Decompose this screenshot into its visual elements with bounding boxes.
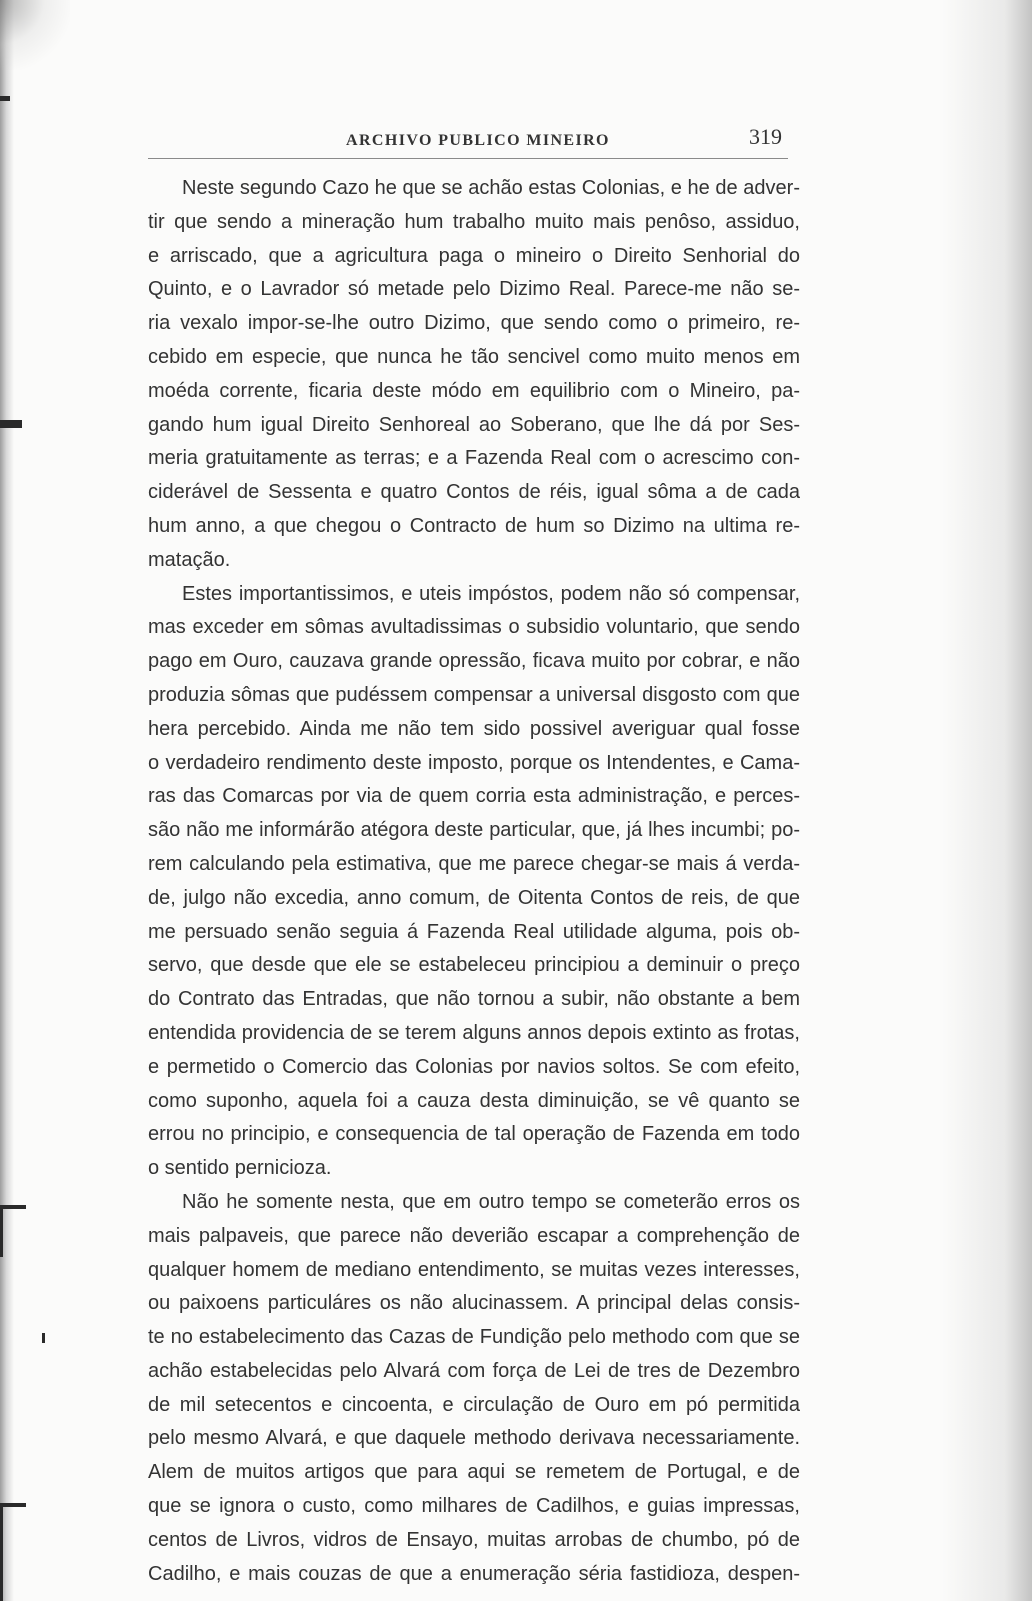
text-line: entendida providencia de se terem alguns annos depois extinto as frotas, [148,1021,800,1044]
running-title: ARCHIVO PUBLICO MINEIRO [346,132,610,149]
text-line: gando hum igual Direito Senhoreal ao Soberano, que lhe dá por Ses- [148,413,800,436]
text-line: errou no principio, e consequencia de tal operação de Fazenda em todo [148,1123,800,1146]
text-line: que se ignora o custo, como milhares de Cadilhos, e guias impressas, [148,1495,800,1518]
text-line: produzia sômas que pudéssem compensar a universal disgosto com que [148,683,800,706]
text-line: Alem de muitos artigos que para aqui se remetem de Portugal, e de [148,1461,800,1484]
scan-edge-mark [0,1503,26,1507]
text-line: hera percebido. Ainda me não tem sido possivel averiguar qual fosse [148,717,800,740]
scan-left-edge-shadow [0,0,14,1601]
text-line: ciderável de Sessenta e quatro Contos de réis, igual sôma a de cada [148,481,800,504]
page-header [140,124,800,164]
scan-dot [42,1333,45,1343]
text-line: e permetido o Comercio das Colonias por navios soltos. Se com efeito, [148,1055,800,1078]
text-line: rem calculando pela estimativa, que me parece chegar-se mais á verda- [148,852,800,875]
text-line: servo, que desde que ele se estabeleceu principiou a deminuir o preço [148,954,800,977]
text-line: o verdadeiro rendimento deste imposto, porque os Intendentes, e Cama- [148,751,800,774]
text-line: qualquer homem de mediano entendimento, se muitas vezes interesses, [148,1258,800,1281]
text-line: matação. [148,548,231,571]
text-line: ria vexalo impor-se-lhe outro Dizimo, que sendo como o primeiro, re- [148,312,800,335]
text-line: e arriscado, que a agricultura paga o mineiro o Direito Senhorial do [148,244,800,267]
text-line: meria gratuitamente as terras; e a Fazenda Real com o acrescimo con- [148,447,800,470]
scan-corner-speckle [0,0,70,70]
scan-right-edge-shadow [942,0,1032,1601]
text-line: Estes importantissimos, e uteis impóstos, podem não só compensar, [182,582,800,605]
text-line: moéda corrente, ficaria deste módo em equilibrio com o Mineiro, pa- [148,379,800,402]
text-line: de, julgo não excedia, anno comum, de Oitenta Contos de reis, de que [148,886,800,909]
scan-edge-mark [0,1505,3,1601]
text-line: de mil setecentos e cincoenta, e circulação de Ouro em pó permitida [148,1393,800,1416]
text-line: mas exceder em sômas avultadissimas o subsidio voluntario, que sendo [148,616,800,639]
page-number: 319 [749,124,782,149]
text-line: me persuado senão seguia á Fazenda Real utilidade alguma, pois ob- [148,920,800,943]
text-line: achão estabelecidas pelo Alvará com força de Lei de tres de Dezembro [148,1359,800,1382]
header-rule [148,158,788,159]
text-line: tir que sendo a mineração hum trabalho muito mais penôso, assiduo, [148,210,800,233]
text-line: Neste segundo Cazo he que se achão estas Colonias, e he de adver- [182,177,800,199]
text-line: do Contrato das Entradas, que não tornou a subir, não obstante a bem [148,988,800,1011]
body-text [148,172,800,1591]
text-line: pelo mesmo Alvará, e que daquele methodo derivava necessariamente. [148,1427,800,1450]
text-line: Não he somente nesta, que em outro tempo se cometerão erros os [182,1190,800,1213]
scan-edge-mark [0,96,10,101]
text-line: Cadilho, e mais couzas de que a enumeração séria fastidioza, despen- [148,1562,800,1585]
text-line: ou paixoens particuláres os não alucinassem. A principal delas consis- [148,1292,800,1315]
scan-edge-mark [0,1205,26,1209]
text-line: são não me informárão atégora deste particular, que, já lhes incumbi; po- [148,819,800,842]
scan-edge-mark [0,1207,3,1257]
text-line: como suponho, aquela foi a cauza desta diminuição, se vê quanto se [148,1089,800,1112]
text-line: te no estabelecimento das Cazas de Fundição pelo methodo com que se [148,1326,800,1349]
text-line: Quinto, e o Lavrador só metade pelo Dizimo Real. Parece-me não se- [148,278,800,301]
text-line: cebido em especie, que nunca he tão sencivel como muito menos em [148,345,800,368]
text-line: mais palpaveis, que parece não deverião escapar a comprehenção de [148,1224,800,1247]
text-line: hum anno, a que chegou o Contracto de hum so Dizimo na ultima re- [148,514,800,537]
text-line: o sentido pernicioza. [148,1157,332,1180]
scan-edge-mark [0,420,22,428]
text-line: ras das Comarcas por via de quem corria esta administração, e perces- [148,785,800,808]
text-line: centos de Livros, vidros de Ensayo, muitas arrobas de chumbo, pó de [148,1528,800,1551]
text-line: pago em Ouro, cauzava grande opressão, ficava muito por cobrar, e não [148,650,800,673]
